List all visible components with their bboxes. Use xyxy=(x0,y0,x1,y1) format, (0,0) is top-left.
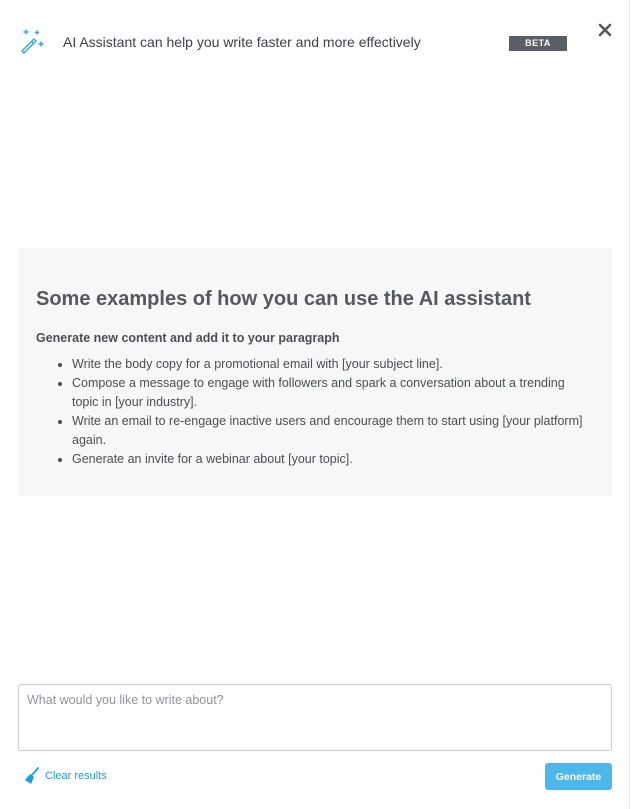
prompt-input[interactable] xyxy=(18,684,612,751)
clear-results-label: Clear results xyxy=(45,770,107,782)
assistant-header xyxy=(0,0,630,80)
examples-title: Some examples of how you can use the AI assistant xyxy=(36,288,531,310)
example-item: • Generate an invite for a webinar about [your topic]. xyxy=(72,450,594,469)
magic-wand-icon xyxy=(18,28,44,54)
close-icon[interactable] xyxy=(596,21,614,39)
examples-list xyxy=(36,355,594,469)
beta-badge: BETA xyxy=(509,36,567,51)
examples-card xyxy=(18,248,612,496)
example-item: • Compose a message to engage with followers and spark a conversation about a trending topic in [your industry]. xyxy=(72,374,594,412)
example-item: • Write an email to re-engage inactive users and encourage them to start using [your platform] again. xyxy=(72,412,594,450)
examples-subtitle: Generate new content and add it to your paragraph xyxy=(36,331,340,345)
generate-button[interactable]: Generate xyxy=(545,763,612,790)
header-description: AI Assistant can help you write faster and more effectively xyxy=(63,34,421,50)
example-item: • Write the body copy for a promotional email with [your subject line]. xyxy=(72,355,594,374)
broom-icon xyxy=(24,767,40,785)
clear-results-button[interactable] xyxy=(24,766,107,786)
